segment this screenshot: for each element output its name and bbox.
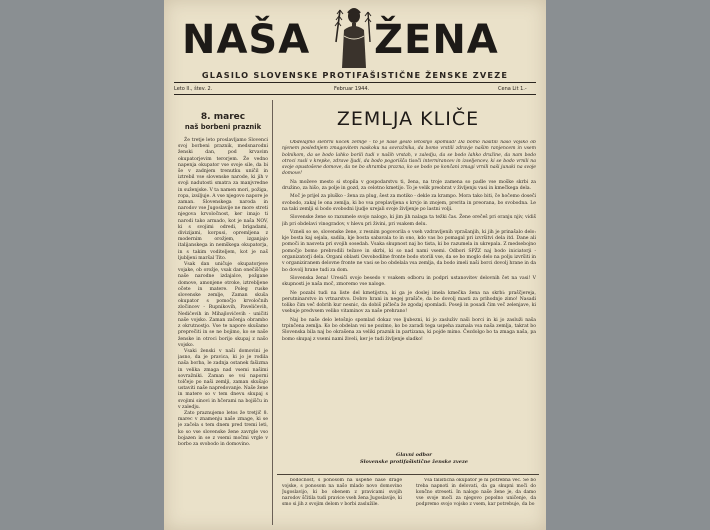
issue-date: Februar 1944. <box>334 86 370 92</box>
masthead-rule-bottom <box>174 94 536 95</box>
left-article-heading: 8. marec <box>200 112 246 122</box>
main-headline: ZEMLJA KLIČE <box>336 108 480 130</box>
issue-price: Cena Lit 1.- <box>498 86 527 92</box>
main-article-paragraph: Obdelajmo slehrni koček zemlje - to je naše geslo letošnjo spomlad! Da bomo nasitili našo vojsko ob njenem poslednjem zmagovitem naskoku na sovražnika, da bomo vrstili zdravje našim ranjencem in vsem bolnikom, da se bodo lahko borili tudi v naših vrstah, v zaledju, da se bodo lahko družine, da nam bodo otroci rasli v krepke, zdrave ljudi, da bodo pogorišča tisoči internirancev in izseljencev, ki se bodo vrnili na svoje opustošene domove, da ne bo shramba prazna, ko se bodo po končani zmagi vrnili naši junaki na svoje domove! <box>282 140 536 177</box>
left-article-paragraph: Vsaki ženski v naši domovini je jasno, da je pravica, ki jo je rodila naša borba, le zadnja ostanek fašizma in velika zmaga nad vsemi našimi sovražniki. Zaman se vsi naporni tolčejo po naši zemlji, zaman skušajo ustaviti naše napredovanje. Naše žene in matere so v tem dnevu skupaj s svojimi sinovi in hčerami na bojišču in v zaledju. <box>178 348 268 410</box>
masthead-title-left: NAŠA <box>182 17 311 63</box>
masthead-rule-top <box>174 82 536 83</box>
masthead-subtitle: GLASILO SLOVENSKE PROTIFAŠISTIČNE ŽENSKE ZVEZE <box>201 70 509 80</box>
bottom-section-rule <box>277 474 539 475</box>
main-article-paragraph: Slovenske žene so razumele svojo nalogo, ki jim jih nalaga ta težki čas. Žene orečeš pri oranju njiv, vidiš jih pri obdelavi vinogradov, v hlevu pri živini, pri vsakem delu. <box>282 215 536 227</box>
issue-number: Leto II., štev. 2. <box>174 86 213 92</box>
left-article-paragraph: Vsak dan uničuje okupatorjeve vojake, ob orožje, vsak dan onečiščuje naše narodne izdajalce, požgane domove, amonjene otroke, iztrebljene očete in matere. Poleg ruske slovenske zemlje, Zaman skuša okupator s pomočjo krvoločnih zločincev - Rupnikovih, Pavelićevih, Nedićevih in Mihajlovićevih - uničiti naše vojsko. Zaman začenja obrambo z okrutnostjo. Vse te napore skušamo preprečiti in se ne bojimo, ko se naše ženske in otroci borijo skupaj z našo vojsko. <box>178 262 268 348</box>
left-article-subheading: naš borbeni praznik <box>184 123 262 131</box>
left-article-paragraph: Že tretje leto proslavljamo Slovenci svoj borbeni praznik, medsnarodni ženski dan, pod krvavim okupatorjevim terorjem. Že vedno napenja okupator vse svoje sile, da bi še v zadnjem trenutku uničil in iztrebil vse slovenske narode, ki jih v svoji nadutosti smatra za manjvredne in suženjske. V ta namen mori, požiga, ropa, izsiljuje. A vse njegovo napore je zaman. Slovenskega naroda in narodov vse Jugoslavije ne more streti njegova krvoločnost, ker imajo ti narodi tako armado, kot je naša NOV, ki s svojimi odredi, brigadami, divizijami, korpusi, opremljena z modernim orožjem, izganjajo italijanskega in nemškega okupatorja, in s takim voditeljem, kot je naš ljubljeni maršal Tito. <box>178 138 268 261</box>
left-article <box>178 104 268 524</box>
column-divider <box>272 100 273 525</box>
main-article-paragraph: Moč je prijel za pluško - žena za plug, šest za motiko - dekle za krampo. Mora tako biti, če hočemo doseči svobodo, zakaj le ona zemlja, ki bo vsa preplavljena s krvjo in znojem, prerita in preorana, bo svobodna. Le na taki zemlji si bodo svobodni ljudje urejali svoje življenje po lastni volji. <box>282 194 536 212</box>
signature-line-1: Glavni odbor <box>396 452 432 458</box>
main-article-body <box>282 140 536 460</box>
article-signature <box>314 452 514 465</box>
left-article-paragraph: Zato praznujemo letos že tretjič 8. marec v znamenju naše zmage, ki se je začela s tem dnem pred tremi leti, ko so vse slovenske žene zavrgle vso bojazen in se z vsemi močmi vrgle v borbo za svobodo in domovino. <box>178 410 268 447</box>
main-article-paragraph: Ne pozabi tudi na liste del kmetijstva, ki ga je doslej imela kmečka žena na skrbi: praščjereja, perutninarstvo in vrtnarstvo. Dobro hrani in negej prašiče, da bo dovolj masti za prihodnjo zimo! Nasadi toliko čim več dobrih kur nesnic, da dobiš pičleča že zgodaj spomladi. Poseji in posadi čim več zelenjave, ki vsebuje predvsem veliko vitaminov za naše prehrano! <box>282 290 536 315</box>
newspaper-page <box>164 0 546 530</box>
bottom-column-text: bodočnost, s ponosom na uspehe naše drage vojske, s ponosom na našo mlado novo domovino Jugoslavijo, ki bo obenem z pravicami svojih narodov ščitila tudi pravice vseh žena Jugoslavije, ki smo si jih z svojim delom v borbi zaslužile. <box>282 478 402 508</box>
main-article-paragraph: Vzneli so se, slovenske žene, z resnim pogovorila o vseh vzdravljenih vprašanjih, ki jih je prinašalo delo: kje bosta kaj sejala, sadila, kje bosta sabavala to in ono, kdo vas bo pomagal pri izvršitvi dela itd. Dane ali pomoči in nasveta pri svojih sosedah. Vsaka skupnost naj bo tista, ki bo razumela in ukrepala. Z medsebojno pomočjo bomo prebrodili težave in skrbi, ki so nad nami vsemi. Odbori SPŽZ naj bodo iniciatorji - organizatorji dela. Organi oblasti Osvobodilne fronte bodo storili vse, da se bo moglo delo na polju izvršiti in v organiziranem delovne fronte ne vasi se bo obdelala vsa zemlja, da bodo imeli naši borci dovolj hrane in da bo dovolj hrane tudi za dom. <box>282 229 536 273</box>
woman-with-wheat-emblem-icon <box>330 2 378 68</box>
main-article-paragraph: Slovenska žena! Uresiči svojo besedo v vsakem odboru in podpri ustanovitev delovnih čet na vasi! V skupnosti je naša moč, zmoremo vse naloge. <box>282 275 536 288</box>
bottom-column-right <box>416 478 536 528</box>
main-article-paragraph: Na moževe mesto si stopila v gospodarstvu ti, žena, na troje zamena so padle vse moške skrbi za družino, za hišo, za polje in gozd, za celotno kmetijo. To je velik preobrat v življenju vasi in kmečkega dela. <box>282 179 536 192</box>
masthead-title-right: ŽENA <box>374 17 499 63</box>
bottom-column-left <box>282 478 402 528</box>
signature-line-2: Slovenske protifašistične ženske zveze <box>360 458 468 465</box>
bottom-column-text: Vsa falistična okupator je ni potrebna več. Še bo treba napnoti in delovati, da ga skupni moči do končno streseti. In nalogo naše žene je, da damo vse svoje moči za njegovo popolno uničenje, da podpremo svojo vojsko z vsem, kar potrebuje, da bo <box>416 478 536 508</box>
main-article-paragraph: Naj bo naše delo letošnjo spomlad dokaz vse ljubezni, ki jo zasluživ naši borci in ki jo zasluži naša trpinčena zemlja. Ko bo obdelan vsi ne pozimo, ko bo zaradi tega uspeha zaznala vsa naša zemlja, takrat bo Slovenska bila naj bo okrašena za veliki praznik in partizana, ki pojde mimo. Čezdolgo bo ta zmaga naša, pa bomo skupaj z vsemi nami živeli, ker je tudi življenje sladko! <box>282 317 536 342</box>
